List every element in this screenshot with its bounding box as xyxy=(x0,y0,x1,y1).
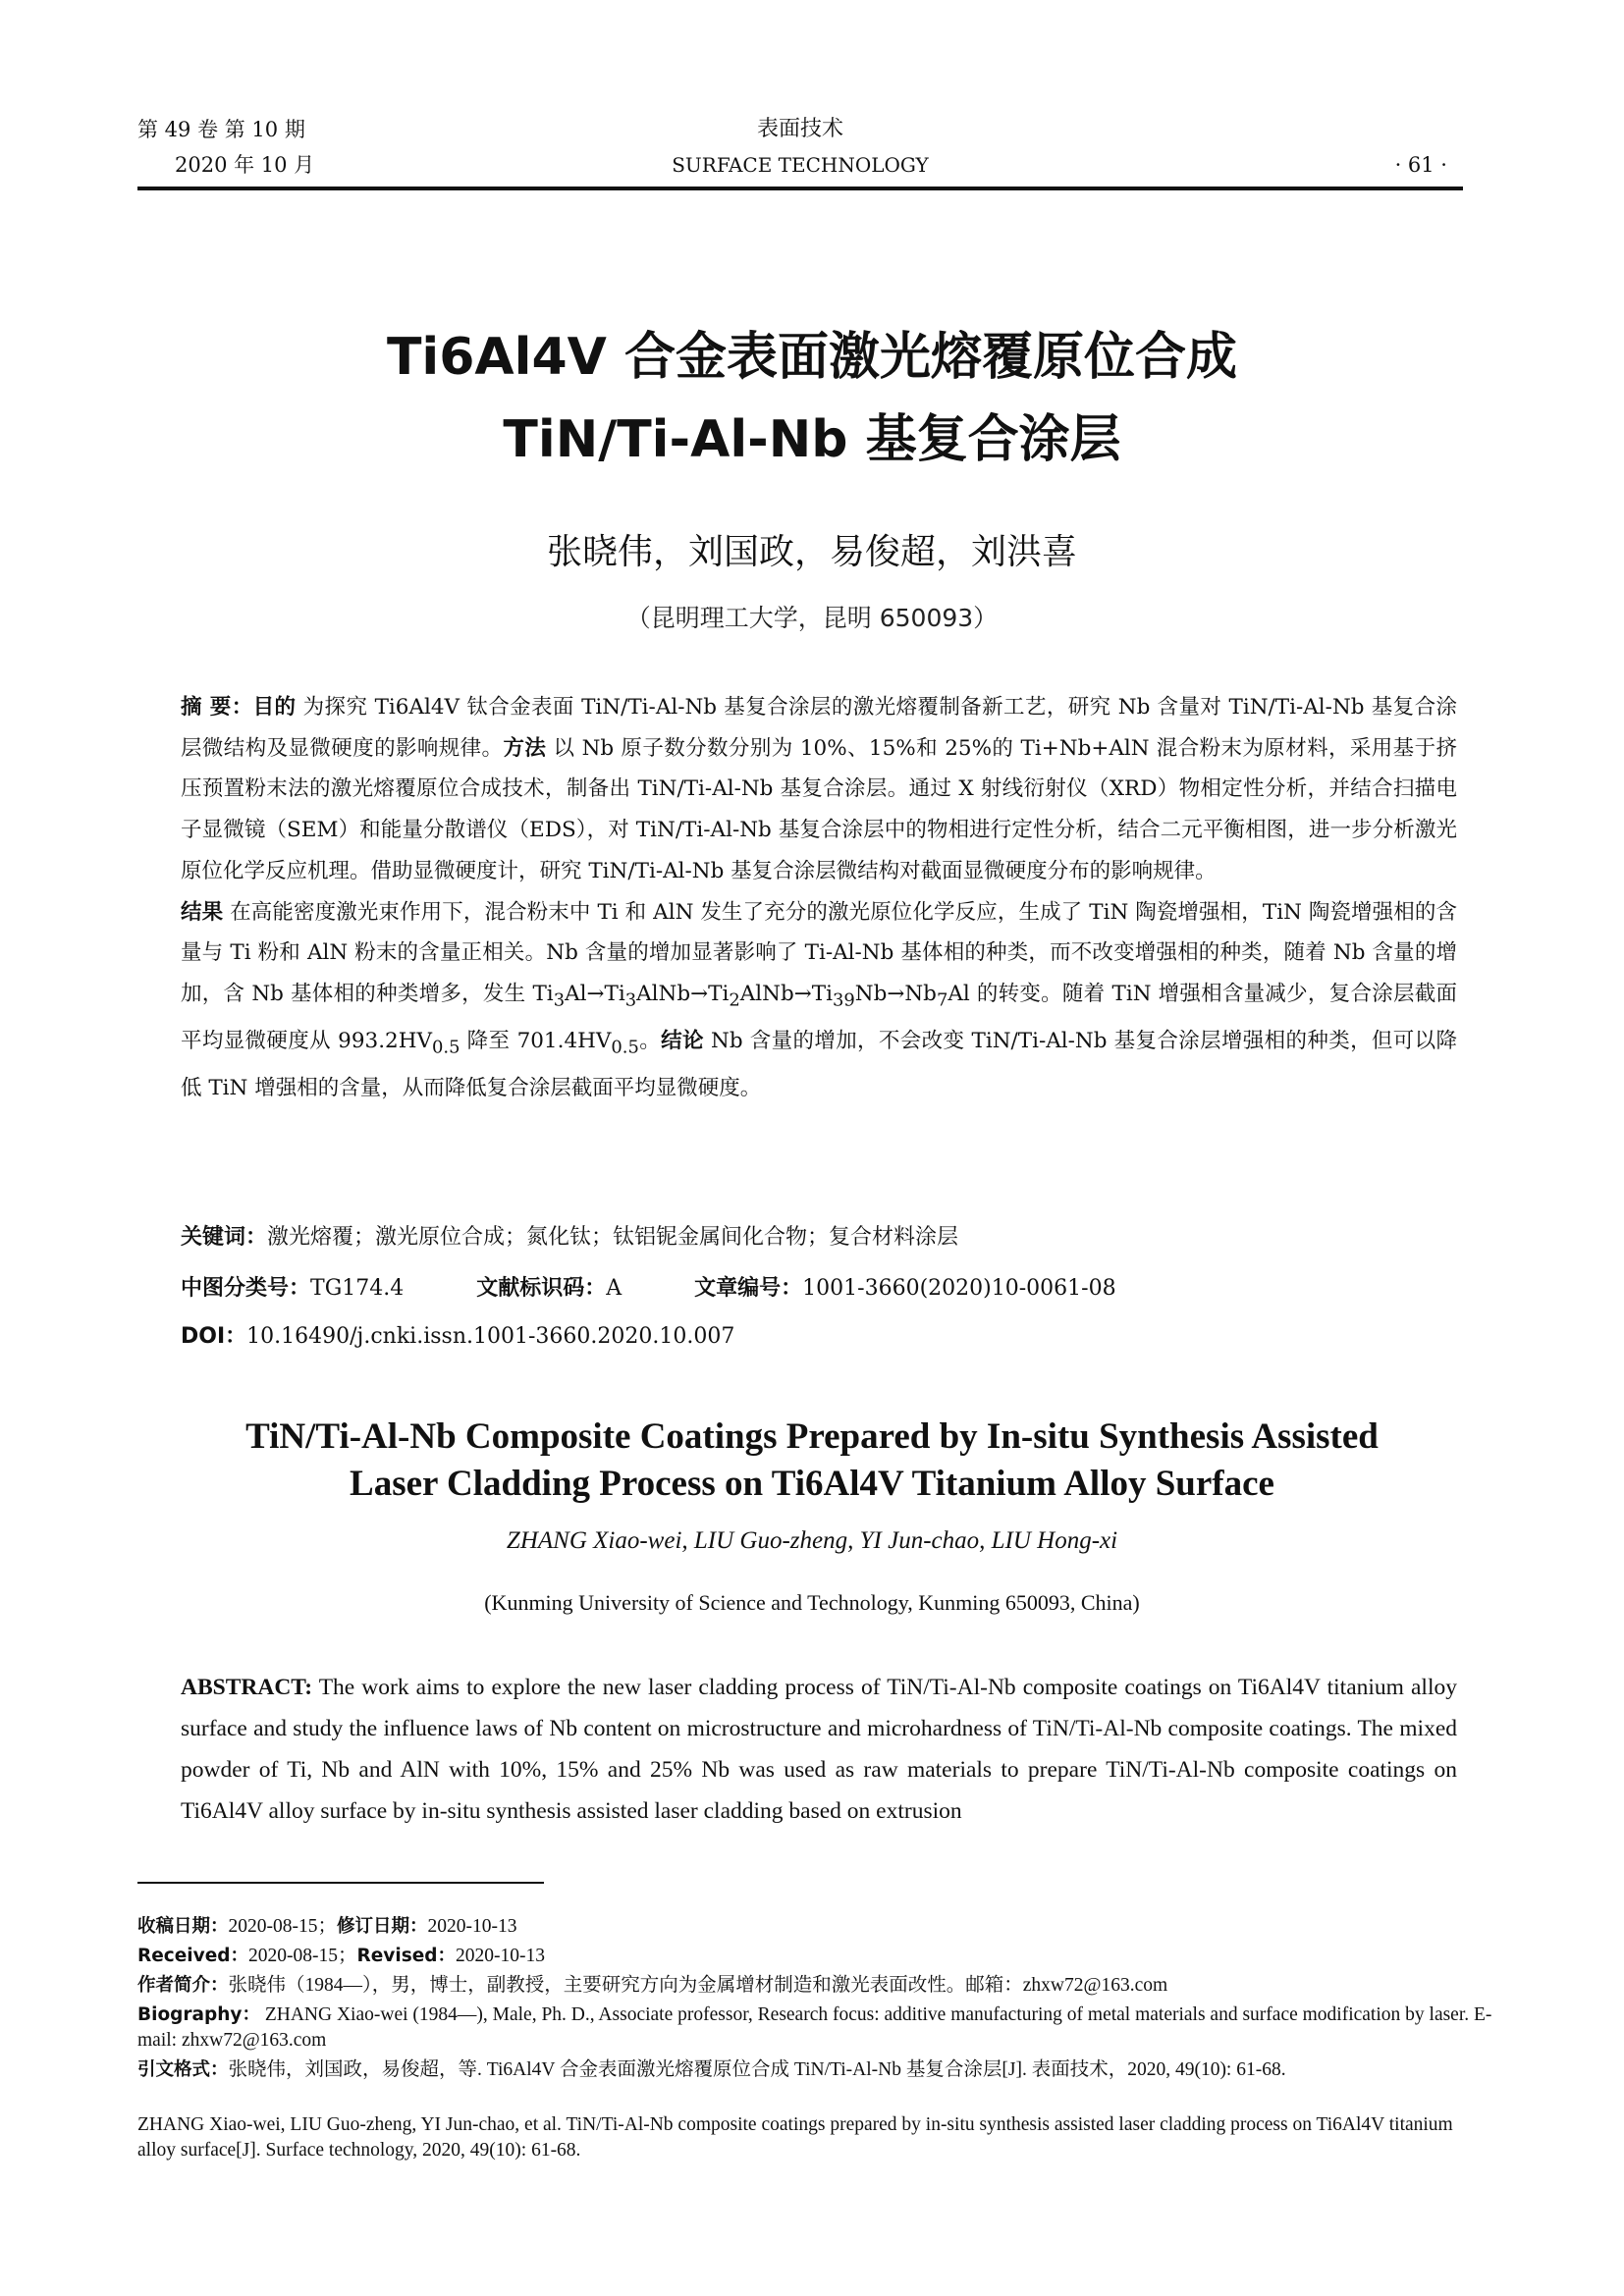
article-number: 1001-3660(2020)10-0061-08 xyxy=(802,1276,1116,1301)
author-list-cn: 张晓伟，刘国政，易俊超，刘洪喜 xyxy=(546,532,1077,572)
received-en-line: Received：2020-08-15；Revised：2020-10-13 xyxy=(137,1946,545,1966)
english-title-line-1: TiN/Ti-Al-Nb Composite Coatings Prepared by In-situ Synthesis Assisted xyxy=(245,1416,1379,1457)
biography-en: Biography： ZHANG Xiao-wei (1984—), Male, Ph. D., Associate professor, Research focus: additive manufacturing of metal materials and surface modification by laser. E-mail: zhxw72@163.com xyxy=(137,2004,1492,2051)
affiliation-cn: （昆明理工大学，昆明 650093） xyxy=(625,604,999,632)
objective-text: 为探究 Ti6Al4V 钛合金表面 TiN/Ti-Al-Nb 基复合涂层的激光熔覆制备新工艺，研究 Nb 含量对 TiN/Ti-Al-Nb 基复合涂层微结构及显微硬度的影响规律。 xyxy=(181,695,1457,761)
classification-line xyxy=(181,1273,1457,1305)
hv-subscript-2: 0.5 xyxy=(611,1037,639,1058)
footnote-rule xyxy=(137,1882,544,1884)
doi-line xyxy=(181,1321,1457,1353)
methods-label: 方法 xyxy=(503,735,547,761)
abstract-en-label: ABSTRACT: xyxy=(181,1675,313,1700)
journal-name-cn: 表面技术 xyxy=(756,117,843,141)
article-number-label: 文章编号： xyxy=(694,1276,803,1301)
title-line-2: TiN/Ti-Al-Nb 基复合涂层 xyxy=(503,410,1121,469)
results-text-a: 在高能密度激光束作用下，混合粉末中 Ti 和 AlN 发生了充分的激光原位化学反应，生成了 TiN 陶瓷增强相，TiN 陶瓷增强相的含量与 Ti 粉和 AlN 粉末的含量正相关。Nb 含量的增加显著影响了 Ti-Al-Nb 基体相的种类，而不改变增强相的种类，随着 Nb 含量的增加，含 Nb 基体相的种类增多，发生 xyxy=(181,899,1457,1006)
phase-seq: $Ti_3Al\to Ti_3AlNb\to Ti_2AlNb\to Ti_{39}Nb\to Nb_7Al$ xyxy=(532,981,970,1011)
biography-cn: 作者简介：张晓伟（1984—），男，博士，副教授，主要研究方向为金属增材制造和激光表面改性。邮箱：zhxw72@163.com xyxy=(137,1975,1168,1996)
hv-subscript-1: 0.5 xyxy=(432,1037,460,1058)
document-code-label: 文献标识码： xyxy=(476,1276,607,1301)
abstract-en xyxy=(181,1667,1457,1832)
document-code: A xyxy=(606,1276,623,1301)
received-cn-line: 收稿日期：2020-08-15；修订日期：2020-10-13 xyxy=(137,1916,517,1937)
citation-cn: 引文格式：张晓伟，刘国政，易俊超，等. Ti6Al4V 合金表面激光熔覆原位合成 TiN/Ti-Al-Nb 基复合涂层[J]. 表面技术，2020, 49(10): 61-68. xyxy=(137,2059,1286,2080)
abstract-cn: 摘 要：目的 为探究 Ti6Al4V 钛合金表面 TiN/Ti-Al-Nb 基复合涂层的激光熔覆制备新工艺，研究 Nb 含量对 TiN/Ti-Al-Nb 基复合涂层微结构及显微硬度的影响规律。方法 以 Nb 原子数分数分别为 10%、15%和 25%的 Ti+Nb+AlN 混合粉末为原材料，采用基于挤压预置粉末法的激光熔覆原位合成技术，制备出 TiN/Ti-Al-Nb 基复合涂层。通过 X 射线衍射仪（XRD）物相定性分析，并结合扫描电子显微镜（SEM）和能量分散谱仪（EDS），对 TiN/Ti-Al-Nb 基复合涂层中的物相进行定性分析，结合二元平衡相图，进一步分析激光原位化学反应机理。借助显微硬度计，研究 TiN/Ti-Al-Nb 基复合涂层微结构对截面显微硬度分布的影响规律。 结果 在高能密度激光束作用下，混合粉末中 Ti 和 AlN 发生了充分的激光原位化学反应，生成了 TiN 陶瓷增强相，TiN 陶瓷增强相的含量与 Ti 粉和 AlN 粉末的含量正相关。Nb 含量的增加显著影响了 Ti-Al-Nb 基体相的种类，而不改变增强相的种类，随着 Nb 含量的增加，含 Nb 基体相的种类增多，发生 $Ti_3Al\to Ti_3AlNb\to Ti_2AlNb\to Ti_{39}Nb\to Nb_7Al$ 的转变。随着 TiN 增强相含量减少，复合涂层截面平均显微硬度从 $993.2HV_{0.5}$ 降至 $701.4HV_{0.5}$。结论 Nb 含量的增加，不会改变 TiN/Ti-Al-Nb 基复合涂层增强相的种类，但可以降低 TiN 增强相的含量，从而降低复合涂层截面平均显微硬度。 xyxy=(181,695,1457,1100)
results-text-b: 的转变。随着 TiN 增强相含量减少，复合涂层截面平均显微硬度从 993.2HV xyxy=(181,981,1457,1053)
volume-issue: 第 49 卷 第 10 期 xyxy=(137,118,305,141)
conclusion-label: 结论 xyxy=(661,1028,704,1053)
article-title-cn xyxy=(137,316,1487,481)
clc-number: TG174.4 xyxy=(310,1276,405,1301)
doi-label: DOI： xyxy=(181,1324,247,1349)
issue-date: 2020 年 10 月 xyxy=(175,153,315,177)
running-header xyxy=(137,116,1463,194)
keywords-line xyxy=(181,1222,1457,1254)
doi-value: 10.16490/j.cnki.issn.1001-3660.2020.10.007 xyxy=(246,1324,735,1349)
title-line-1: Ti6Al4V 合金表面激光熔覆原位合成 xyxy=(386,328,1238,387)
article-title-en xyxy=(137,1414,1487,1508)
english-title-line-2: Laser Cladding Process on Ti6Al4V Titanium Alloy Surface xyxy=(350,1464,1274,1504)
results-label: 结果 xyxy=(181,899,224,925)
abstract-en-text: The work aims to explore the new laser cladding process of TiN/Ti-Al-Nb composite coatings on Ti6Al4V titanium alloy surface and study the influence laws of Nb content on microstructure and microhardness of TiN/Ti-Al-Nb composite coatings. The mixed powder of Ti, Nb and AlN with 10%, 15% and 25% Nb was used as raw materials to prepare TiN/Ti-Al-Nb composite coatings on Ti6Al4V alloy surface by in-situ synthesis assisted laser cladding based on extrusion xyxy=(181,1675,1457,1824)
methods-text: 以 Nb 原子数分数分别为 10%、15%和 25%的 Ti+Nb+AlN 混合粉末为原材料，采用基于挤压预置粉末法的激光熔覆原位合成技术，制备出 TiN/Ti-Al-Nb 基复合涂层。通过 X 射线衍射仪（XRD）物相定性分析，并结合扫描电子显微镜（SEM）和能量分散谱仪（EDS），对 TiN/Ti-Al-Nb 基复合涂层中的物相进行定性分析，结合二元平衡相图，进一步分析激光原位化学反应机理。借助显微硬度计，研究 TiN/Ti-Al-Nb 基复合涂层微结构对截面显微硬度分布的影响规律。 xyxy=(181,735,1457,883)
keywords: 激光熔覆；激光原位合成；氮化钛；钛铝铌金属间化合物；复合材料涂层 xyxy=(267,1225,959,1250)
page-number: · 61 · xyxy=(1394,153,1447,177)
clc-label: 中图分类号： xyxy=(181,1276,311,1301)
citation-en: ZHANG Xiao-wei, LIU Guo-zheng, YI Jun-chao, et al. TiN/Ti-Al-Nb composite coatings prepared by in-situ synthesis assisted laser cladding process on Ti6Al4V titanium alloy surface[J]. Surface technology, 2020, 49(10): 61-68. xyxy=(137,2114,1453,2161)
affiliation-en: (Kunming University of Science and Technology, Kunming 650093, China) xyxy=(484,1590,1140,1615)
results-text-c: 降至 701.4HV xyxy=(460,1028,612,1053)
header-rule xyxy=(137,187,1463,190)
keywords-label: 关键词： xyxy=(181,1225,268,1250)
objective-label: 目的 xyxy=(252,695,297,720)
journal-name-en: SURFACE TECHNOLOGY xyxy=(672,153,929,177)
conclusion-text: Nb 含量的增加，不会改变 TiN/Ti-Al-Nb 基复合涂层增强相的种类，但可以降低 TiN 增强相的含量，从而降低复合涂层截面平均显微硬度。 xyxy=(181,1028,1457,1100)
abstract-label: 摘 要： xyxy=(181,695,253,720)
author-list-en: ZHANG Xiao-wei, LIU Guo-zheng, YI Jun-chao, LIU Hong-xi xyxy=(506,1527,1118,1554)
